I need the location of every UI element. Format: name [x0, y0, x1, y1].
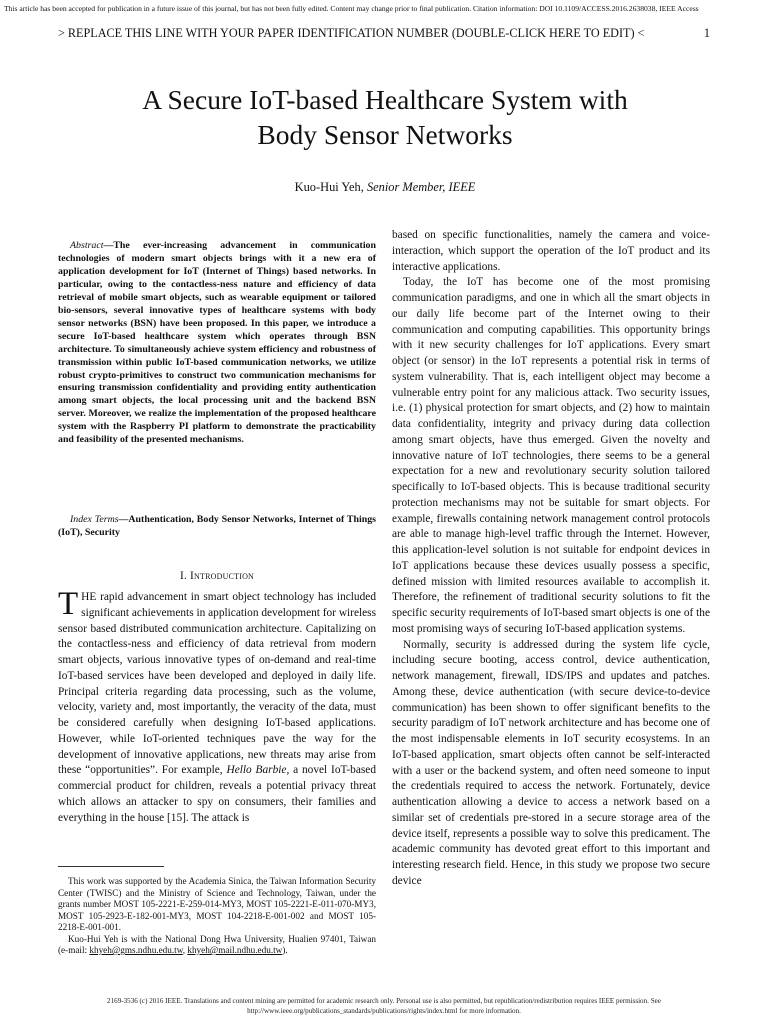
title-line-2: Body Sensor Networks — [257, 119, 513, 151]
right-paragraph-3: Normally, security is addressed during the system life cycle, including secure booting, access control, device authentication, network management, firewall, IDS/IPS and updates and patches. Among these, device authentication (with secure device-to-device communication) has been shown to offer significant benefits to the security paradigm of IoT network architecture and has become one of the most indispensable elements in IoT security ecosystems. In an IoT-based application, smart objects often cannot be self-interacted with a user or the backend system, and often need someone to input the credentials required to access the network. Fortunately, device authentication allowing a device to access a network based on a similar set of credentials pre-stored in a secure storage area of the device itself, represents a possible way to solve this predicament. The academic community has devoted great effort to this important and interesting research field. Hence, in this study we propose two secure device — [392, 638, 710, 887]
footnote-divider — [58, 866, 164, 867]
author-role: Senior Member, IEEE — [366, 180, 476, 194]
email-link-1[interactable]: khyeh@gms.ndhu.edu.tw — [89, 945, 183, 955]
author-name: Kuo-Hui Yeh, — [294, 180, 367, 194]
abstract-text: —The ever-increasing advancement in communication technologies of modern smart objects brings with it a new era of application development for IoT (Internet of Things) based networks. In particular, owing to the contactless-ness nature and efficiency of data retrieval of mobile smart objects, such as wearable equipment or tailored bio-sensors, several innovative types of healthcare systems with body sensor networks (BSN) have been proposed. In this paper, we introduce a secure IoT-based healthcare system which operates through BSN architecture. To simultaneously achieve system efficiency and robustness of transmission within public IoT-based communication networks, we utilize robust crypto-primitives to construct two communication mechanisms for ensuring transmission confidentiality and providing entity authentication among smart objects, the local processing unit and the backend BSN server. Moreover, we realize the implementation of the proposed healthcare system with the Raspberry PI platform to demonstrate the practicability and feasibility of the presented mechanisms. — [58, 240, 376, 446]
right-paragraph-2: Today, the IoT has become one of the most promising communication paradigms, and one in which all the smart objects in our daily life become part of the Internet owing to their communication and computing capabilities. This opportunity brings with it new security challenges for IoT applications. Every smart object (or sensor) in the IoT represents a potential risk in terms of system vulnerability. That is, each intelligent object may become a vulnerable entry point for any malicious attack. Two security issues, i.e. (1) physical protection for smart objects, and (2) how to maintain data confidentiality, integrity and privacy during data collection among smart objects, have thus emerged. Given the novelty and innovative nature of IoT technologies, there seems to be a general expectation for a new and revolutionary security solution tailored specifically to IoT-based objects. This is because traditional security protection mechanisms may not be suitable for smart objects. For example, firewalls containing network management control protocols are able to manage high-level traffic through the Internet. However, this application-level solution is not suitable for endpoint devices in IoT applications because these devices usually possess a specific, defined mission with limited resources available to accomplish it. Therefore, the refinement of traditional security solutions to fit the specific security requirements of IoT-based smart objects is one of the most promising ways of securing IoT-based application systems. — [392, 276, 710, 635]
index-terms-label: Index Terms — [70, 514, 119, 525]
copyright-notice — [40, 996, 728, 1016]
introduction-paragraph — [58, 586, 377, 826]
intro-italic-product: Hello Barbie — [226, 764, 287, 777]
footnote-separator: , — [182, 945, 188, 955]
footnote — [58, 876, 376, 957]
abstract — [58, 240, 376, 447]
header-text[interactable]: > REPLACE THIS LINE WITH YOUR PAPER IDENTIFICATION NUMBER (DOUBLE-CLICK HERE TO EDIT) < — [58, 26, 645, 40]
copyright-line-2[interactable]: http://www.ieee.org/publications_standards/publications/rights/index.html for more information. — [247, 1007, 521, 1015]
abstract-label: Abstract — [70, 240, 104, 251]
drop-cap: T — [58, 586, 79, 622]
copyright-line-1: 2169-3536 (c) 2016 IEEE. Translations and content mining are permitted for academic research only. Personal use is also permitted, but republication/redistribution requires IEEE permission. See — [107, 997, 661, 1005]
title-line-1: A Secure IoT-based Healthcare System with — [142, 84, 628, 115]
page-number: 1 — [703, 26, 710, 40]
index-terms — [58, 514, 376, 540]
running-header — [58, 26, 710, 41]
paper-title — [60, 82, 710, 152]
author-line — [60, 180, 710, 195]
footnote-affiliation — [58, 934, 376, 957]
intro-text-2: , a novel IoT-based commercial product for children, reveals a potential privacy threat which allows an attacker to spy on consumers, their families and everything in the house [15]. The attack is — [58, 764, 376, 824]
publication-notice: This article has been accepted for publication in a future issue of this journal, but has not been fully edited. Content may change prior to final publication. Citation information: DOI 10.1109/ACCESS.2016.2638038, IEEE Access — [4, 4, 699, 13]
section-heading-introduction: I. Introduction — [179, 570, 255, 582]
index-terms-text: —Authentication, Body Sensor Networks, Internet of Things (IoT), Security — [58, 514, 376, 538]
right-column — [392, 228, 710, 890]
footnote-closing: ). — [282, 945, 288, 955]
email-link-2[interactable]: khyeh@mail.ndhu.edu.tw — [187, 945, 283, 955]
footnote-affiliation-text: Kuo-Hui Yeh is with the National Dong Hwa University, Hualien 97401, Taiwan (e-mail: — [58, 933, 376, 955]
intro-text-1: HE rapid advancement in smart object technology has included significant achievements in application development for wireless sensor based distributed communication architecture. Capitalizing on the contactless-ness and efficiency of data retrieval from modern smart objects, various innovative types of on-demand and real-time IoT-based services have been developed and deployed in daily life. Principal criteria regarding data processing, such as the volume, velocity, variety and, most importantly, the veracity of the data, must be considered carefully when designing IoT-based applications. However, while IoT-oriented techniques pave the way for the development of innovative applications, new threats may arise from these “opportunities”. For example, — [58, 591, 377, 777]
footnote-funding: This work was supported by the Academia Sinica, the Taiwan Information Security Center (TWISC) and the Ministry of Science and Technology, Taiwan, under the grants number MOST 105-2221-E-259-014-MY3, MOST 105-2221-E-011-070-MY3, MOST 105-2923-E-182-001-MY3, MOST 104-2218-E-001-002 and MOST 105-2218-E-001-001. — [58, 876, 376, 932]
right-paragraph-1: based on specific functionalities, namely the camera and voice-interaction, which support the operation of the IoT product and its interactive applications. — [392, 229, 710, 273]
